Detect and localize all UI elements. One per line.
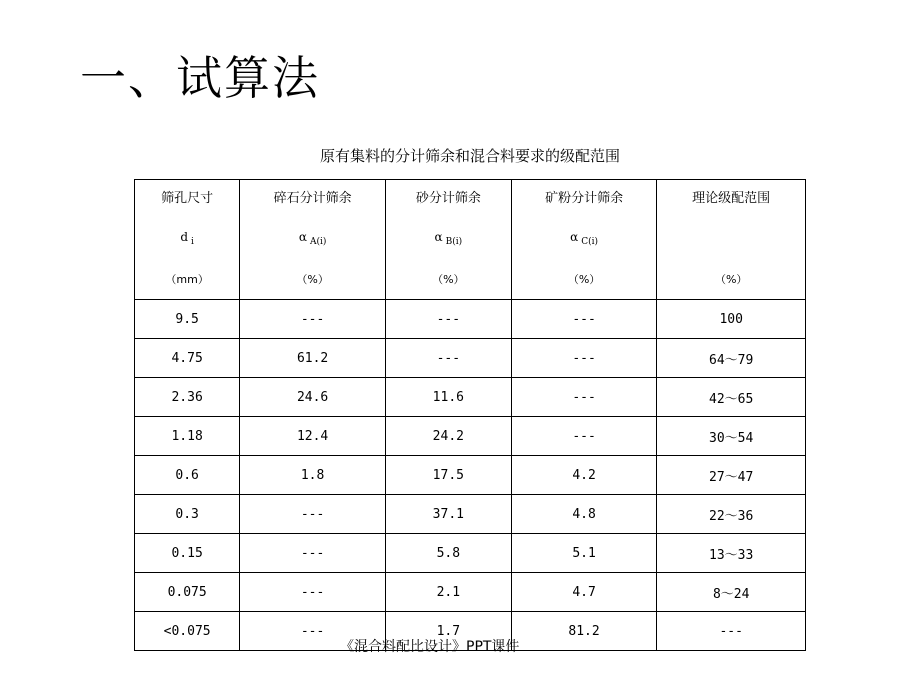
cell-filler: 4.2	[511, 456, 657, 495]
cell-sand: 17.5	[385, 456, 511, 495]
cell-range: ---	[657, 612, 806, 651]
cell-sand: 11.6	[385, 378, 511, 417]
cell-sieve-size: 0.3	[135, 495, 240, 534]
header-unit: （%）	[296, 273, 329, 286]
header-label: 砂分计筛余	[415, 191, 481, 206]
cell-sieve-size: <0.075	[135, 612, 240, 651]
header-symbol	[657, 218, 805, 261]
cell-range: 22～36	[657, 495, 806, 534]
header-symbol: α $_{A(i)}$	[298, 230, 327, 247]
cell-sand: 2.1	[385, 573, 511, 612]
cell-range: 27～47	[657, 456, 806, 495]
table-row	[135, 300, 806, 339]
cell-sieve-size: 4.75	[135, 339, 240, 378]
cell-gravel: 12.4	[240, 417, 386, 456]
cell-sieve-size: 0.6	[135, 456, 240, 495]
table-row	[135, 456, 806, 495]
cell-sand: 37.1	[385, 495, 511, 534]
cell-filler: 5.1	[511, 534, 657, 573]
slide-footer: 《混合料配比设计》PPT课件	[340, 639, 520, 655]
cell-range: 42～65	[657, 378, 806, 417]
cell-filler: 81.2	[511, 612, 657, 651]
cell-gravel: 1.8	[240, 456, 386, 495]
cell-gravel: 24.6	[240, 378, 386, 417]
cell-sieve-size: 0.075	[135, 573, 240, 612]
cell-gravel: ---	[240, 612, 386, 651]
cell-gravel: ---	[240, 300, 386, 339]
cell-sieve-size: 0.15	[135, 534, 240, 573]
header-theoretical-range	[657, 180, 806, 300]
cell-range: 30～54	[657, 417, 806, 456]
table-row	[135, 339, 806, 378]
slide-heading: 一、试算法	[80, 51, 320, 105]
table-row	[135, 534, 806, 573]
header-unit: （%）	[714, 273, 748, 286]
cell-filler: ---	[511, 300, 657, 339]
cell-sand: ---	[385, 300, 511, 339]
header-symbol: α $_{C(i)}$	[570, 230, 599, 247]
cell-range: 8～24	[657, 573, 806, 612]
cell-sieve-size: 1.18	[135, 417, 240, 456]
gradation-table	[134, 179, 806, 651]
table-row	[135, 378, 806, 417]
header-label: 碎石分计筛余	[273, 191, 352, 206]
cell-sand: 24.2	[385, 417, 511, 456]
cell-sand: 1.7	[385, 612, 511, 651]
header-gravel-retained	[240, 180, 386, 300]
header-unit: （%）	[432, 273, 465, 286]
cell-filler: ---	[511, 339, 657, 378]
header-symbol: α $_{B(i)}$	[434, 230, 463, 247]
table-row	[135, 495, 806, 534]
cell-filler: 4.8	[511, 495, 657, 534]
cell-sieve-size: 9.5	[135, 300, 240, 339]
header-unit: （%）	[567, 273, 601, 286]
cell-filler: ---	[511, 417, 657, 456]
table-header-row	[135, 180, 806, 300]
cell-sand: ---	[385, 339, 511, 378]
header-sand-retained	[385, 180, 511, 300]
cell-gravel: ---	[240, 495, 386, 534]
header-label: 筛孔尺寸	[161, 191, 214, 206]
cell-range: 64～79	[657, 339, 806, 378]
table-caption: 原有集料的分计筛余和混合料要求的级配范围	[319, 147, 620, 165]
cell-range: 13～33	[657, 534, 806, 573]
cell-filler: ---	[511, 378, 657, 417]
table-row	[135, 573, 806, 612]
cell-range: 100	[657, 300, 806, 339]
cell-gravel: 61.2	[240, 339, 386, 378]
cell-sieve-size: 2.36	[135, 378, 240, 417]
header-filler-retained	[511, 180, 657, 300]
header-sieve-size	[135, 180, 240, 300]
header-unit: （mm）	[165, 273, 209, 286]
cell-gravel: ---	[240, 534, 386, 573]
table-row	[135, 417, 806, 456]
cell-filler: 4.7	[511, 573, 657, 612]
header-symbol: d $_i$	[180, 230, 194, 247]
header-label: 矿粉分计筛余	[545, 191, 624, 206]
cell-gravel: ---	[240, 573, 386, 612]
cell-sand: 5.8	[385, 534, 511, 573]
header-label: 理论级配范围	[692, 191, 771, 206]
